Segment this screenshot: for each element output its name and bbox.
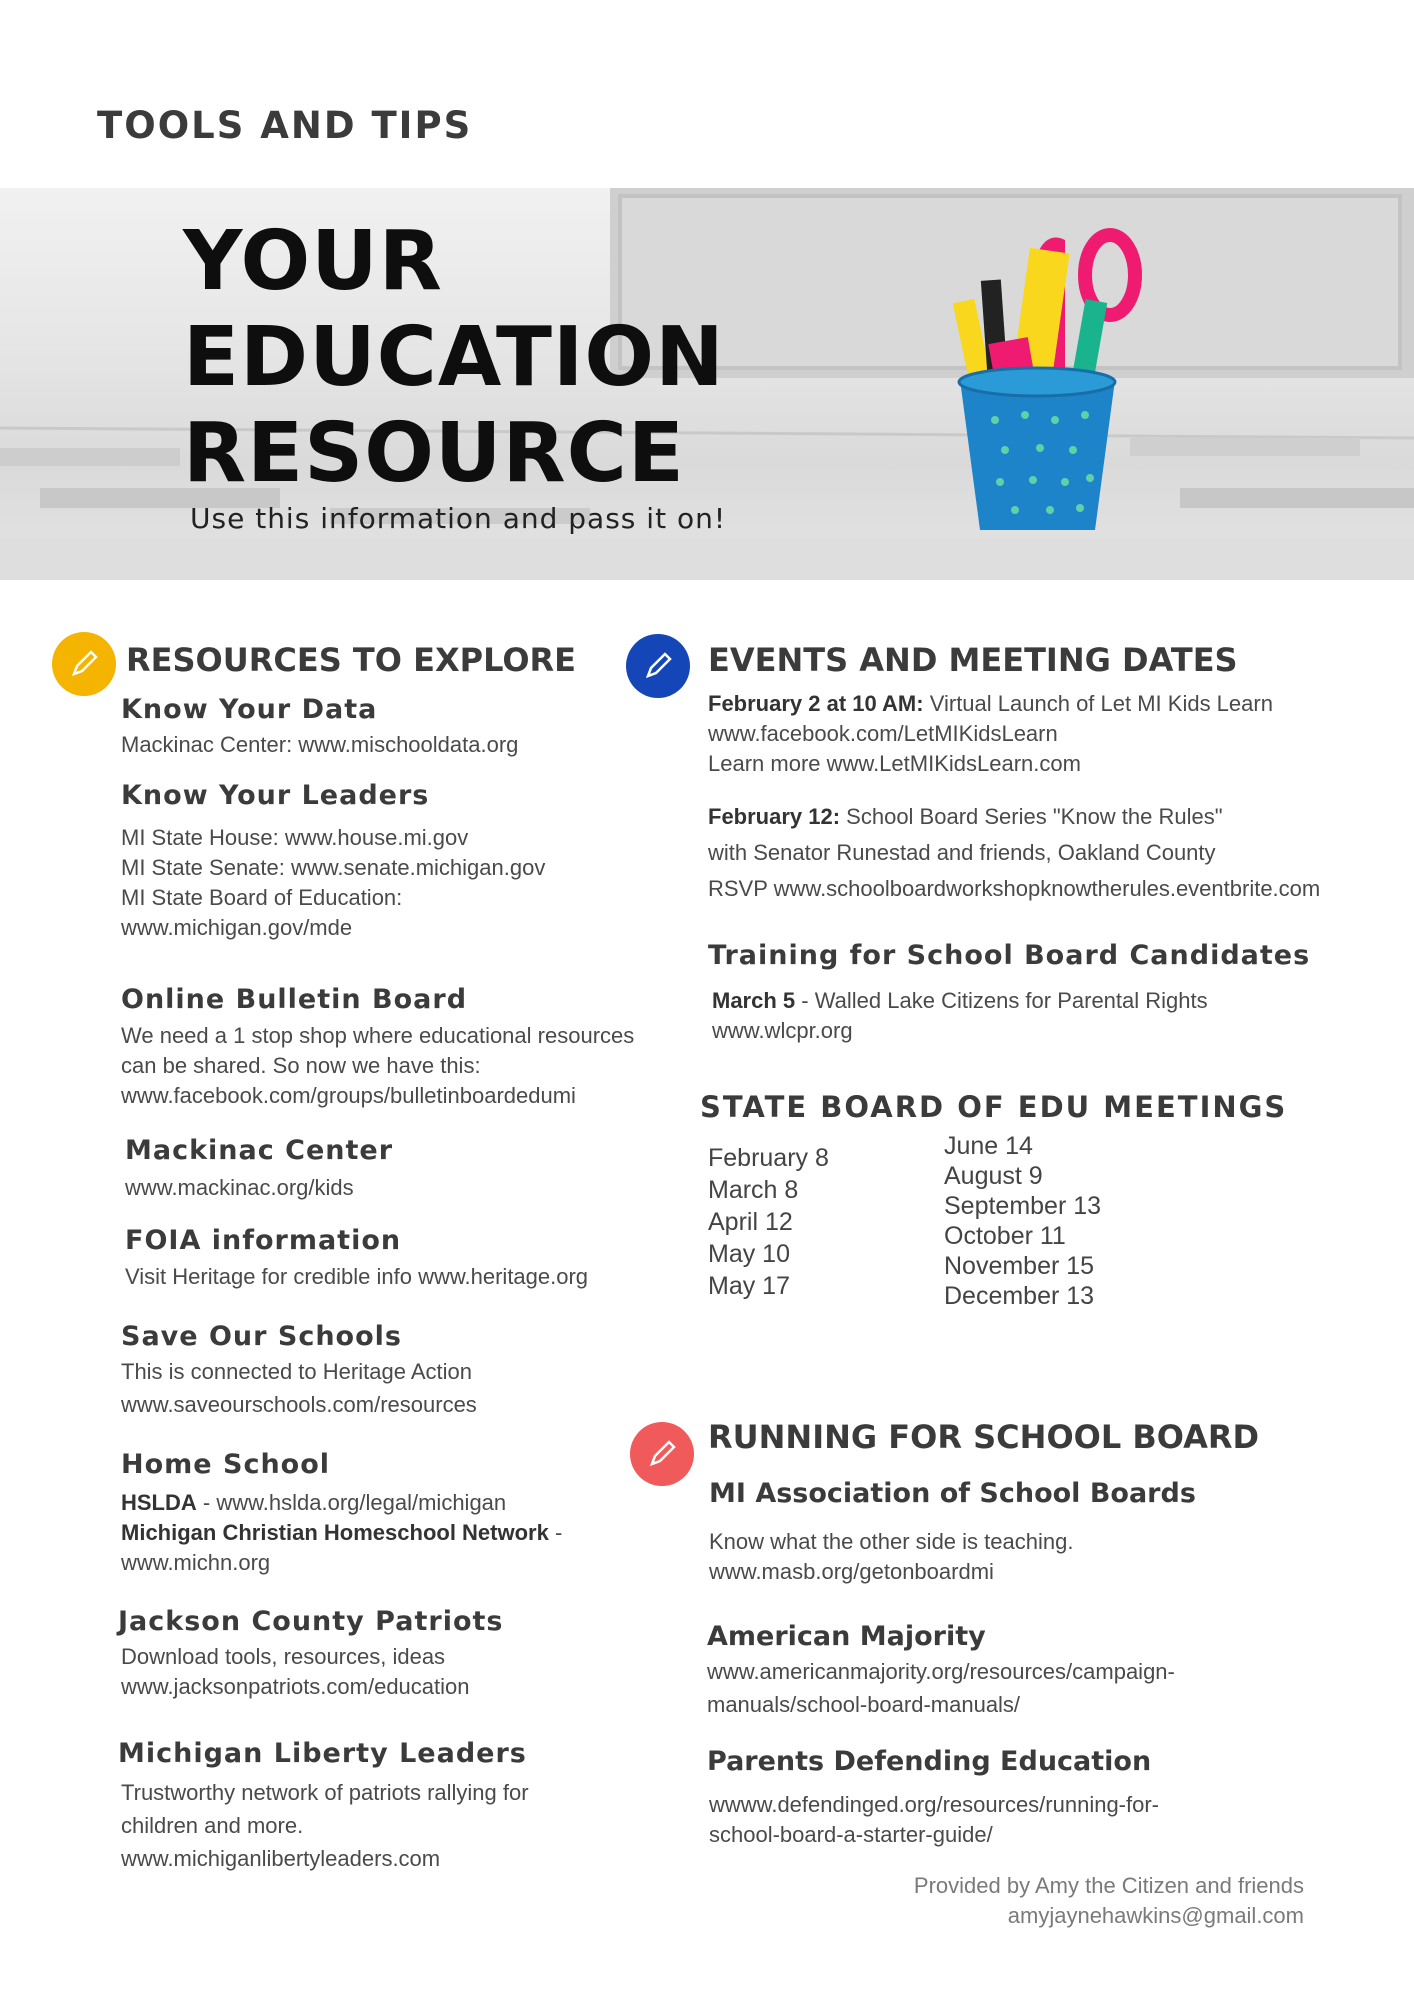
resource-text [125, 1173, 354, 1203]
hero-title [183, 214, 725, 502]
running-item-text [709, 1527, 1073, 1587]
meeting-date: June 14 [944, 1132, 1033, 1160]
meeting-date: May 17 [708, 1272, 790, 1300]
resource-line: Download tools, resources, ideas [121, 1644, 446, 1669]
resource-line: www.facebook.com/groups/bulletinboardedumi [121, 1083, 576, 1108]
resource-text [125, 1262, 588, 1292]
meeting-date: May 10 [708, 1240, 790, 1268]
resource-line: Trustworthy network of patriots rallying for [121, 1780, 529, 1805]
resource-line: www.michigan.gov/mde [121, 915, 353, 940]
event-desc: - Walled Lake Citizens for Parental Rights [795, 988, 1208, 1013]
footer-credit [704, 1871, 1304, 1931]
resource-title: FOIA information [125, 1225, 402, 1256]
meeting-date: March 8 [708, 1176, 799, 1204]
hero-subtitle: Use this information and pass it on! [190, 502, 727, 535]
event-date: February 2 at 10 AM: [708, 691, 924, 716]
training-title: Training for School Board Candidates [708, 940, 1311, 971]
resource-title: Online Bulletin Board [121, 984, 468, 1015]
resource-title: Know Your Leaders [121, 780, 430, 811]
resource-line: MI State House: www.house.mi.gov [121, 825, 469, 850]
event-desc: Virtual Launch of Let MI Kids Learn [923, 691, 1273, 716]
running-line: school-board-a-starter-guide/ [709, 1822, 993, 1847]
event-text [708, 802, 1320, 904]
resource-title: Save Our Schools [121, 1321, 402, 1352]
running-section-title: RUNNING FOR SCHOOL BOARD [708, 1418, 1260, 1456]
events-section-title: EVENTS AND MEETING DATES [708, 641, 1238, 679]
hero-title-line: EDUCATION [183, 310, 725, 405]
resource-line: MI State Board of Education: [121, 885, 403, 910]
event-date: February 12: [708, 804, 841, 829]
meeting-date: February 8 [708, 1144, 829, 1172]
resource-line: We need a 1 stop shop where educational resources [121, 1023, 635, 1048]
running-line: www.masb.org/getonboardmi [709, 1559, 994, 1584]
resource-title: Know Your Data [121, 694, 378, 725]
mchn-label: Michigan Christian Homeschool Network [121, 1520, 549, 1545]
hslda-url: - www.hslda.org/legal/michigan [196, 1490, 507, 1515]
pencil-icon [52, 632, 116, 696]
event-line [708, 802, 1320, 832]
state-board-dates-col1 [708, 1142, 829, 1302]
meeting-date: April 12 [708, 1208, 793, 1236]
resource-line: www.jacksonpatriots.com/education [121, 1674, 470, 1699]
resources-section-title: RESOURCES TO EXPLORE [126, 641, 577, 679]
running-line: wwww.defendinged.org/resources/running-for- [709, 1792, 1160, 1817]
training-text [712, 986, 1208, 1046]
state-board-dates-col2 [944, 1131, 1101, 1311]
resource-line: This is connected to Heritage Action [121, 1359, 472, 1384]
event-line: www.facebook.com/LetMIKidsLearn [708, 721, 1058, 746]
resource-line [121, 1518, 562, 1548]
resource-line: www.michiganlibertyleaders.com [121, 1846, 441, 1871]
event-line: Learn more www.LetMIKidsLearn.com [708, 751, 1081, 776]
event-line [712, 986, 1208, 1016]
resource-line: www.saveourschools.com/resources [121, 1392, 477, 1417]
pencil-cup-illustration [945, 220, 1165, 544]
page-category-label: TOOLS AND TIPS [97, 104, 473, 147]
resource-line [121, 1488, 562, 1518]
event-line: RSVP www.schoolboardworkshopknowtherules.eventbrite.com [708, 876, 1321, 901]
running-item-title: MI Association of School Boards [709, 1478, 1196, 1509]
resource-line: www.michn.org [121, 1550, 271, 1575]
running-line: manuals/school-board-manuals/ [707, 1692, 1021, 1717]
resource-title: Mackinac Center [125, 1135, 394, 1166]
footer-line: Provided by Amy the Citizen and friends [913, 1873, 1304, 1898]
running-item-text [709, 1790, 1159, 1850]
pencil-icon [630, 1422, 694, 1486]
resource-title: Michigan Liberty Leaders [118, 1738, 527, 1769]
running-item-title: American Majority [707, 1621, 986, 1652]
resource-line: www.mackinac.org/kids [125, 1175, 354, 1200]
resource-line: children and more. [121, 1813, 304, 1838]
meeting-date: December 13 [944, 1282, 1095, 1310]
meeting-date: October 11 [944, 1222, 1066, 1250]
meeting-date: November 15 [944, 1252, 1095, 1280]
running-line: www.americanmajority.org/resources/campaign- [707, 1659, 1175, 1684]
resource-line: MI State Senate: www.senate.michigan.gov [121, 855, 546, 880]
mchn-dash: - [548, 1520, 563, 1545]
resource-text [121, 1021, 634, 1111]
resource-text [121, 1642, 470, 1702]
resource-text [121, 1488, 562, 1578]
footer-email: amyjaynehawkins@gmail.com [1007, 1903, 1304, 1928]
event-line: www.wlcpr.org [712, 1018, 853, 1043]
resource-text [121, 730, 518, 760]
event-line: with Senator Runestad and friends, Oakland County [708, 840, 1216, 865]
resource-line: Mackinac Center: www.mischooldata.org [121, 732, 519, 757]
resource-text [121, 1357, 477, 1420]
meeting-date: August 9 [944, 1162, 1043, 1190]
resource-title: Home School [121, 1449, 331, 1480]
running-item-text [707, 1657, 1175, 1720]
hero-title-line: RESOURCE [183, 406, 685, 501]
running-line: Know what the other side is teaching. [709, 1529, 1074, 1554]
state-board-title: STATE BOARD OF EDU MEETINGS [700, 1090, 1288, 1124]
running-item-title: Parents Defending Education [707, 1746, 1152, 1777]
event-line [708, 689, 1273, 719]
event-desc: School Board Series "Know the Rules" [840, 804, 1223, 829]
event-text [708, 689, 1273, 779]
hero-title-line: YOUR [183, 214, 443, 309]
resource-title: Jackson County Patriots [118, 1606, 504, 1637]
pencil-icon [626, 634, 690, 698]
hslda-label: HSLDA [121, 1490, 197, 1515]
resource-line: can be shared. So now we have this: [121, 1053, 481, 1078]
resource-text [121, 823, 545, 943]
resource-text [121, 1778, 529, 1874]
resource-line: Visit Heritage for credible info www.heritage.org [125, 1264, 589, 1289]
event-date: March 5 [712, 988, 796, 1013]
meeting-date: September 13 [944, 1192, 1102, 1220]
